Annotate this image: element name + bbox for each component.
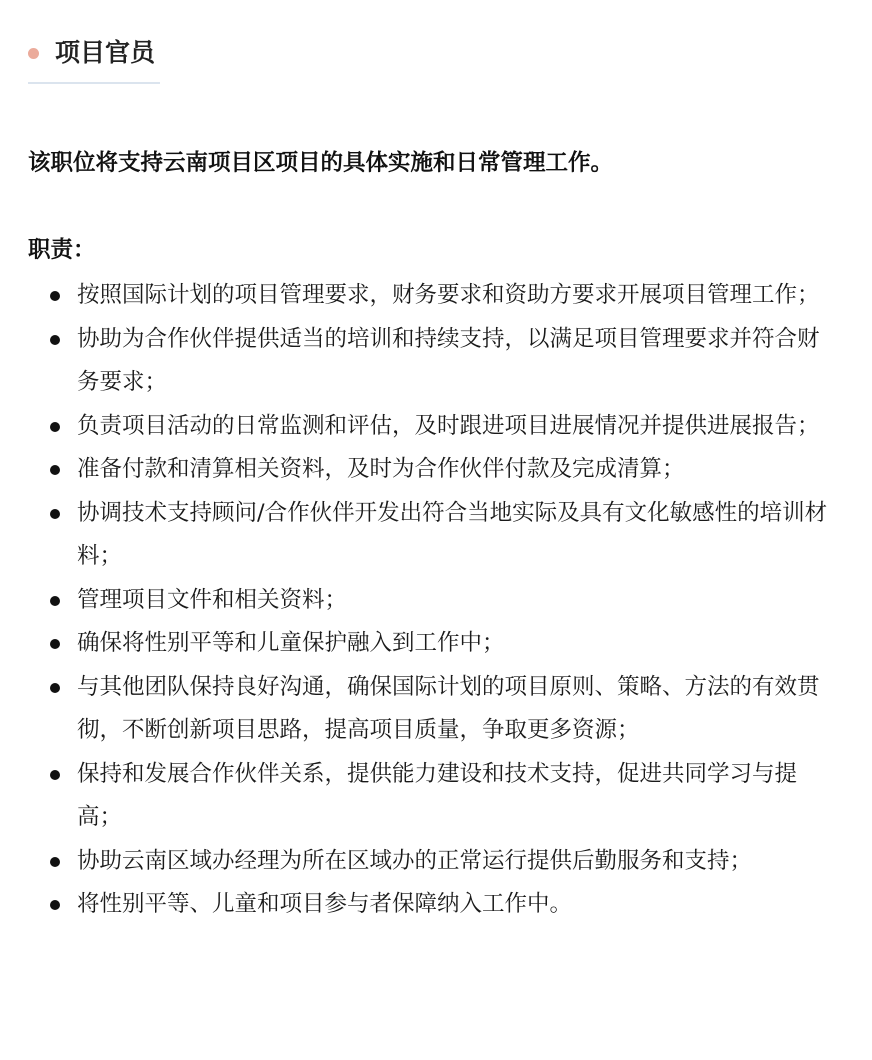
duty-item xyxy=(28,492,838,579)
intro-text: 该职位将支持云南项目区项目的具体实施和日常管理工作。 xyxy=(28,150,614,176)
bullet-icon xyxy=(50,596,60,606)
bullet-icon xyxy=(50,509,60,519)
bullet-icon xyxy=(50,639,60,649)
duty-item xyxy=(28,448,838,492)
bullet-icon xyxy=(50,422,60,432)
duty-text: 负责项目活动的日常监测和评估，及时跟进项目进展情况并提供进展报告； xyxy=(77,412,820,439)
bullet-icon xyxy=(50,770,60,780)
bullet-icon xyxy=(50,335,60,345)
duty-text: 将性别平等、儿童和项目参与者保障纳入工作中。 xyxy=(77,891,573,917)
section-header xyxy=(28,28,160,84)
bullet-icon xyxy=(50,857,60,867)
duty-item xyxy=(28,318,838,405)
duty-text: 确保将性别平等和儿童保护融入到工作中； xyxy=(77,630,505,656)
duty-text: 协助云南区域办经理为所在区域办的正常运行提供后勤服务和支持； xyxy=(77,847,753,874)
duty-item xyxy=(28,840,838,884)
duty-text: 按照国际计划的项目管理要求，财务要求和资助方要求开展项目管理工作； xyxy=(77,282,820,308)
duties-heading: 职责： xyxy=(28,237,96,263)
duty-list xyxy=(28,274,838,927)
duty-item xyxy=(28,622,838,666)
duty-item xyxy=(28,579,838,623)
header-dot-icon xyxy=(28,48,39,59)
duty-text: 与其他团队保持良好沟通，确保国际计划的项目原则、策略、方法的有效贯彻，不断创新项目思路，提高项目质量，争取更多资源； xyxy=(77,673,820,743)
duty-text: 保持和发展合作伙伴关系，提供能力建设和技术支持，促进共同学习与提高； xyxy=(77,760,798,830)
duty-item xyxy=(28,274,838,318)
duty-item xyxy=(28,883,838,927)
duty-item xyxy=(28,753,838,840)
duty-text: 准备付款和清算相关资料，及时为合作伙伴付款及完成清算； xyxy=(77,456,685,482)
bullet-icon xyxy=(50,683,60,693)
bullet-icon xyxy=(50,900,60,910)
duty-text: 管理项目文件和相关资料； xyxy=(77,586,348,613)
duty-item xyxy=(28,666,838,753)
bullet-icon xyxy=(50,465,60,475)
page-title: 项目官员 xyxy=(55,38,156,67)
duty-text: 协调技术支持顾问/合作伙伴开发出符合当地实际及具有文化敏感性的培训材料； xyxy=(77,499,828,569)
duty-item xyxy=(28,405,838,449)
duty-text: 协助为合作伙伴提供适当的培训和持续支持，以满足项目管理要求并符合财务要求； xyxy=(77,325,820,395)
bullet-icon xyxy=(50,291,60,301)
